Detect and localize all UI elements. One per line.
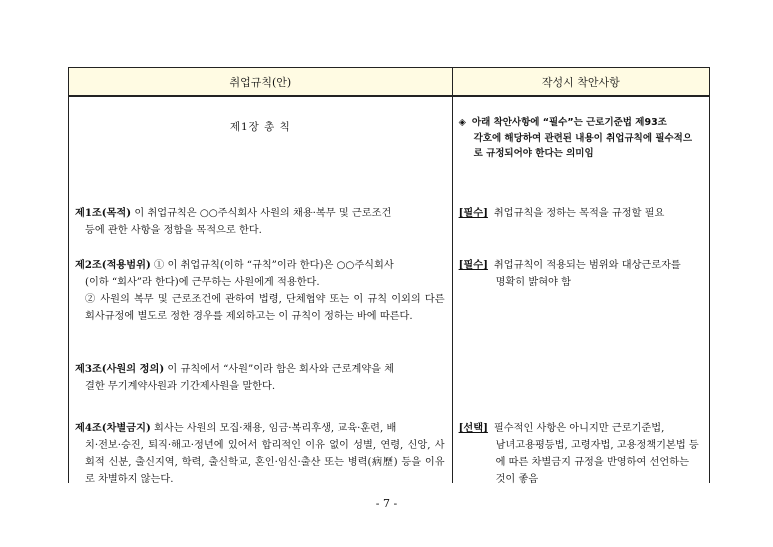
note-2 xyxy=(459,257,701,291)
article-heading: 제1조(목적) xyxy=(75,207,132,219)
article-text: 회사는 사원의 모집·채용, 임금·복리후생, 교육·훈련, 배 xyxy=(150,423,397,434)
required-tag: [필수] xyxy=(458,207,488,219)
rules-table xyxy=(68,67,710,483)
chapter-title: 제1장 총 칙 xyxy=(229,121,291,133)
article-paragraph-2: ② 사원의 복무 및 근로조건에 관하여 법령, 단체협약 또는 이 규칙 이외의 다른 회사규정에 별도로 정한 경우를 제외하고는 이 규칙이 정하는 바에 따른다. xyxy=(85,294,445,322)
article-2 xyxy=(75,257,445,325)
article-1 xyxy=(75,205,445,239)
note-3 xyxy=(459,420,701,488)
article-text: ① 이 취업규칙(이하 “규칙”이라 한다)은 ○○주식회사 xyxy=(150,260,394,271)
header-rules-draft: 취업규칙(안) xyxy=(69,68,453,97)
page-number: - 7 - xyxy=(375,497,398,510)
note-continuation: 남녀고용평등법, 고령자법, 고용정책기본법 등에 따른 차별금지 규정을 반영하여 선언하는 것이 좋음 xyxy=(495,440,699,485)
notice-first-line: 아래 착안사항에 “필수”는 근로기준법 제93조 xyxy=(471,117,667,128)
rules-column xyxy=(69,96,453,483)
article-3 xyxy=(75,361,445,395)
header-considerations: 작성시 착안사항 xyxy=(452,68,709,97)
article-heading: 제2조(적용범위) xyxy=(75,259,151,271)
optional-tag: [선택] xyxy=(458,422,488,434)
article-4 xyxy=(75,420,445,488)
article-text: 이 규칙에서 “사원”이라 함은 회사와 근로계약을 체 xyxy=(164,364,395,375)
article-continuation: 결한 무기계약사원과 기간제사원을 말한다. xyxy=(85,381,276,392)
note-1 xyxy=(459,205,701,222)
considerations-column xyxy=(452,96,709,483)
article-continuation: 치·전보·승진, 퇴직·해고·정년에 있어서 합리적인 이유 없이 성별, 연령, 신앙, 사회적 신분, 출신지역, 학력, 출신학교, 혼인·임신·출산 또는 병력(病歷) 등을 이유로 차별하지 않는다. xyxy=(85,440,445,485)
diamond-icon: ◈ xyxy=(458,117,466,128)
note-text: 취업규칙이 적용되는 범위와 대상근로자를 xyxy=(493,260,681,271)
article-continuation: 등에 관한 사항을 정함을 목적으로 한다. xyxy=(85,225,262,236)
note-text: 취업규칙을 정하는 목적을 규정할 필요 xyxy=(493,208,665,219)
note-continuation: 명확히 밝혀야 함 xyxy=(495,277,571,288)
article-text: 이 취업규칙은 ○○주식회사 사원의 채용·복무 및 근로조건 xyxy=(131,208,392,219)
notice-box xyxy=(459,115,701,162)
required-tag: [필수] xyxy=(458,259,488,271)
note-text: 필수적인 사항은 아니지만 근로기준법, xyxy=(493,423,665,434)
article-heading: 제3조(사원의 정의) xyxy=(75,363,165,375)
notice-rest: 각호에 해당하여 관련된 내용이 취업규칙에 필수적으로 규정되어야 한다는 의미임 xyxy=(473,132,693,159)
article-continuation: (이하 “회사”라 한다)에 근무하는 사원에게 적용한다. xyxy=(85,277,320,288)
article-heading: 제4조(차별금지) xyxy=(75,422,151,434)
